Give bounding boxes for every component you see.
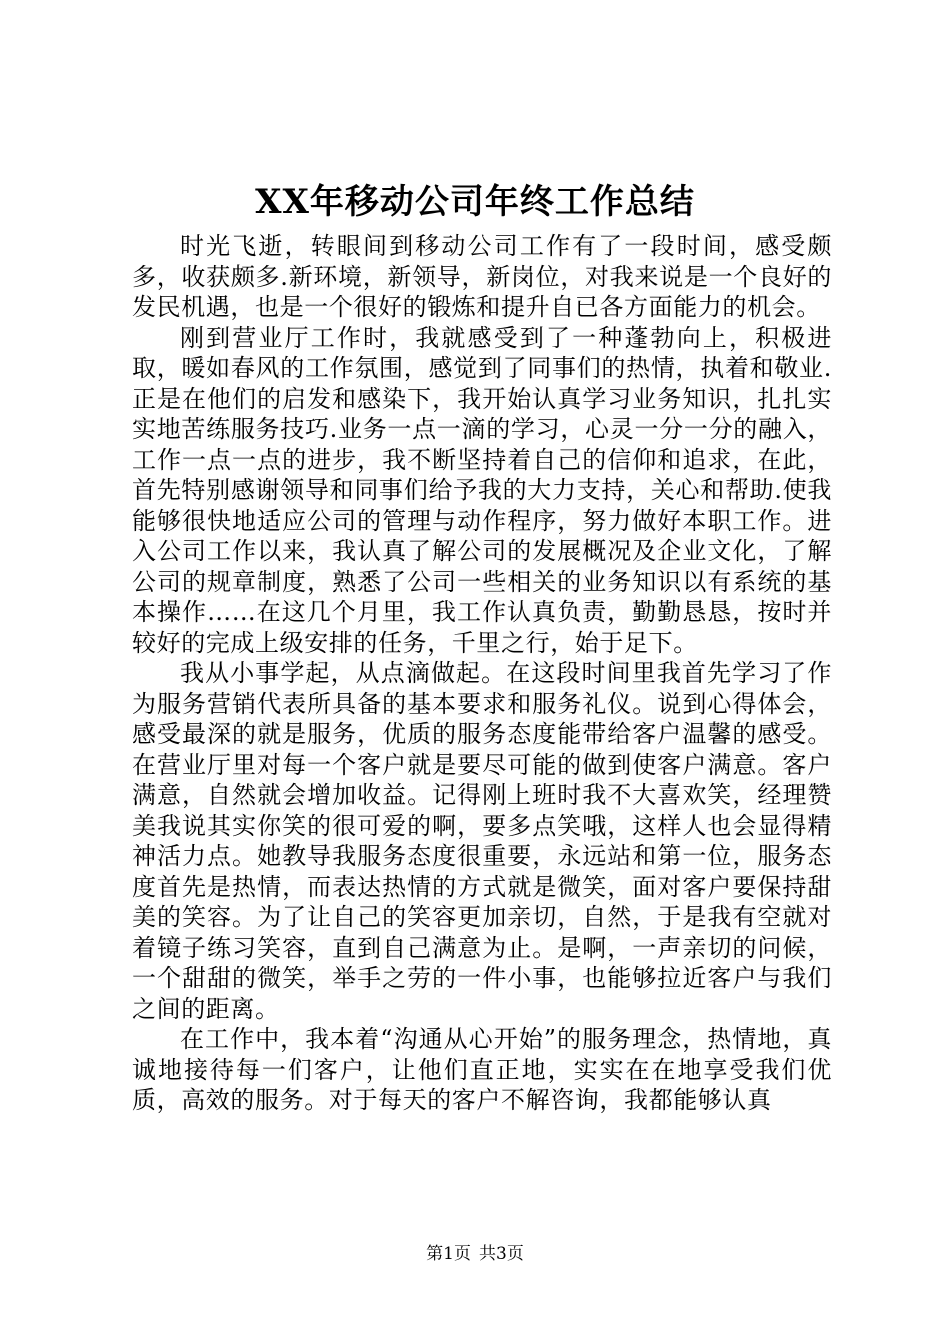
paragraph-4: 在工作中，我本着“沟通从心开始”的服务理念，热情地，真诚地接待每一们客户，让他们直正地，实实在在地享受我们优质，高效的服务。对于每天的客户不解咨询，我都能够认真 — [132, 1025, 832, 1114]
page-footer — [0, 1242, 950, 1266]
paragraph-1: 时光飞逝，转眼间到移动公司工作有了一段时间，感受颇多，收获颇多.新环境，新领导，新岗位，对我来说是一个良好的发民机遇，也是一个很好的锻炼和提升自已各方面能力的机会。 — [132, 232, 832, 321]
page-total: 共3页 — [479, 1244, 524, 1264]
document-body — [132, 231, 832, 1116]
paragraph-3: 我从小事学起，从点滴做起。在这段时间里我首先学习了作为服务营销代表所具备的基本要求和服务礼仪。说到心得体会，感受最深的就是服务，优质的服务态度能带给客户温馨的感受。在营业厅里对每一个客户就是要尽可能的做到使客户满意。客户满意，自然就会增加收益。记得刚上班时我不大喜欢笑，经理赞美我说其实你笑的很可爱的啊，要多点笑哦，这样人也会显得精神活力点。她教导我服务态度很重要，永远站和第一位，服务态度首先是热情，而表达热情的方式就是微笑，面对客户要保持甜美的笑容。为了让自己的笑容更加亲切，自然，于是我有空就对着镜子练习笑容，直到自己满意为止。是啊，一声亲切的问候，一个甜甜的微笑，举手之劳的一件小事，也能够拉近客户与我们之间的距离。 — [132, 659, 832, 1023]
page-number: 第1页 — [426, 1244, 471, 1264]
document-title: XX年移动公司年终工作总结 — [255, 182, 695, 222]
paragraph-2: 刚到营业厅工作时，我就感受到了一种蓬勃向上，积极进取，暖如春风的工作氛围，感觉到了同事们的热情，执着和敬业.正是在他们的启发和感染下，我开始认真学习业务知识，扎扎实实地苦练服务技巧.业务一点一滴的学习，心灵一分一分的融入，工作一点一点的进步，我不断坚持着自己的信仰和追求，在此，首先特别感谢领导和同事们给予我的大力支持，关心和帮助.使我能够很快地适应公司的管理与动作程序，努力做好本职工作。进入公司工作以来，我认真了解公司的发展概况及企业文化，了解公司的规章制度，熟悉了公司一些相关的业务知识以有系统的基本操作……在这几个月里，我工作认真负责，勤勤恳恳，按时并较好的完成上级安排的任务，千里之行，始于足下。 — [132, 323, 832, 657]
